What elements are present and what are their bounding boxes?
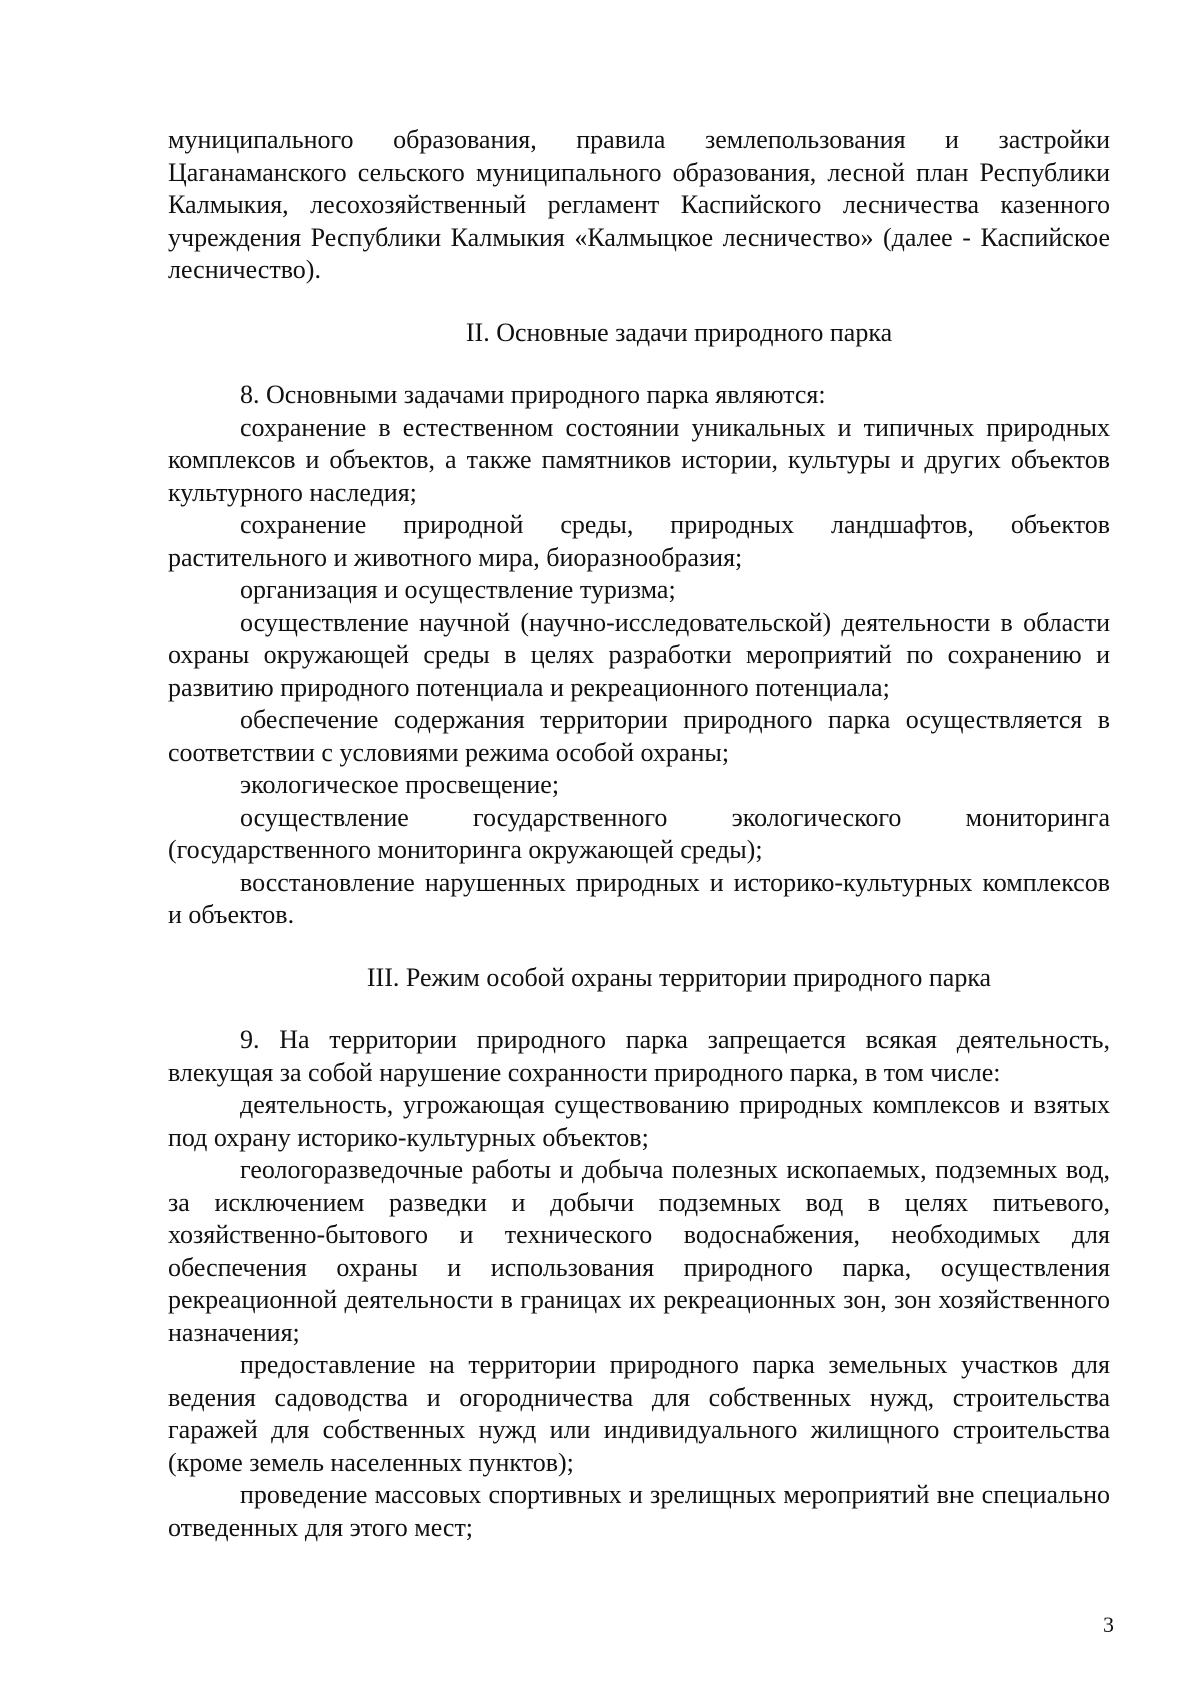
intro-paragraph: муниципального образования, правила землепользования и застройки Цаганаманского сельского муниципального образования, лесной план Республики Калмыкия, лесохозяйственный регламент Каспийского лесничества казенного учреждения Республики Калмыкия «Калмыцкое лесничество» (далее - Каспийское лесничество). — [168, 125, 1110, 284]
section-3-paragraph: геологоразведочные работы и добыча полезных ископаемых, подземных вод, за исключением разведки и добычи подземных вод в целях питьевого, хозяйственно-бытового и технического водоснабжения, необходимых для обеспечения охраны и использования природного парка, осуществления рекреационной деятельности в границах их рекреационных зон, зон хозяйственного назначения; — [168, 1155, 1110, 1347]
section-3-body — [168, 1024, 1110, 1544]
section-2-heading: II. Основные задачи природного парка — [465, 317, 893, 347]
section-3-paragraph: деятельность, угрожающая существованию природных комплексов и взятых под охрану историко-культурных объектов; — [168, 1090, 1110, 1152]
section-2-paragraph: сохранение в естественном состоянии уникальных и типичных природных комплексов и объектов, а также памятников истории, культуры и других объектов культурного наследия; — [168, 412, 1110, 507]
section-2-paragraph: экологическое просвещение; — [240, 770, 560, 799]
document-body — [168, 124, 1110, 1544]
section-3-paragraph: проведение массовых спортивных и зрелищных мероприятий вне специально отведенных для этого мест; — [168, 1480, 1110, 1542]
section-2-paragraph: обеспечение содержания территории природного парка осуществляется в соответствии с условиями режима особой охраны; — [168, 705, 1110, 767]
section-3-paragraph: предоставление на территории природного парка земельных участков для ведения садоводства и огородничества для собственных нужд, строительства гаражей для собственных нужд или индивидуального жилищного строительства (кроме земель населенных пунктов); — [168, 1350, 1110, 1477]
section-2-paragraph: организация и осуществление туризма; — [240, 575, 676, 604]
section-2-paragraph: сохранение природной среды, природных ландшафтов, объектов растительного и животного мира, биоразнообразия; — [168, 510, 1110, 572]
section-3-heading: III. Режим особой охраны территории природного парка — [366, 962, 992, 992]
section-2-paragraph: 8. Основными задачами природного парка являются: — [240, 380, 826, 409]
section-3-paragraph: 9. На территории природного парка запрещается всякая деятельность, влекущая за собой нарушение сохранности природного парка, в том числе: — [168, 1025, 1110, 1087]
section-2-body — [168, 379, 1110, 932]
section-2-paragraph: осуществление научной (научно-исследовательской) деятельности в области охраны окружающей среды в целях разработки мероприятий по сохранению и развитию природного потенциала и рекреационного потенциала; — [168, 607, 1110, 702]
page-number: 3 — [1103, 1612, 1114, 1637]
section-2-paragraph: осуществление государственного экологического мониторинга (государственного мониторинга окружающей среды); — [168, 802, 1110, 864]
section-2-paragraph: восстановление нарушенных природных и историко-культурных комплексов и объектов. — [168, 867, 1110, 929]
